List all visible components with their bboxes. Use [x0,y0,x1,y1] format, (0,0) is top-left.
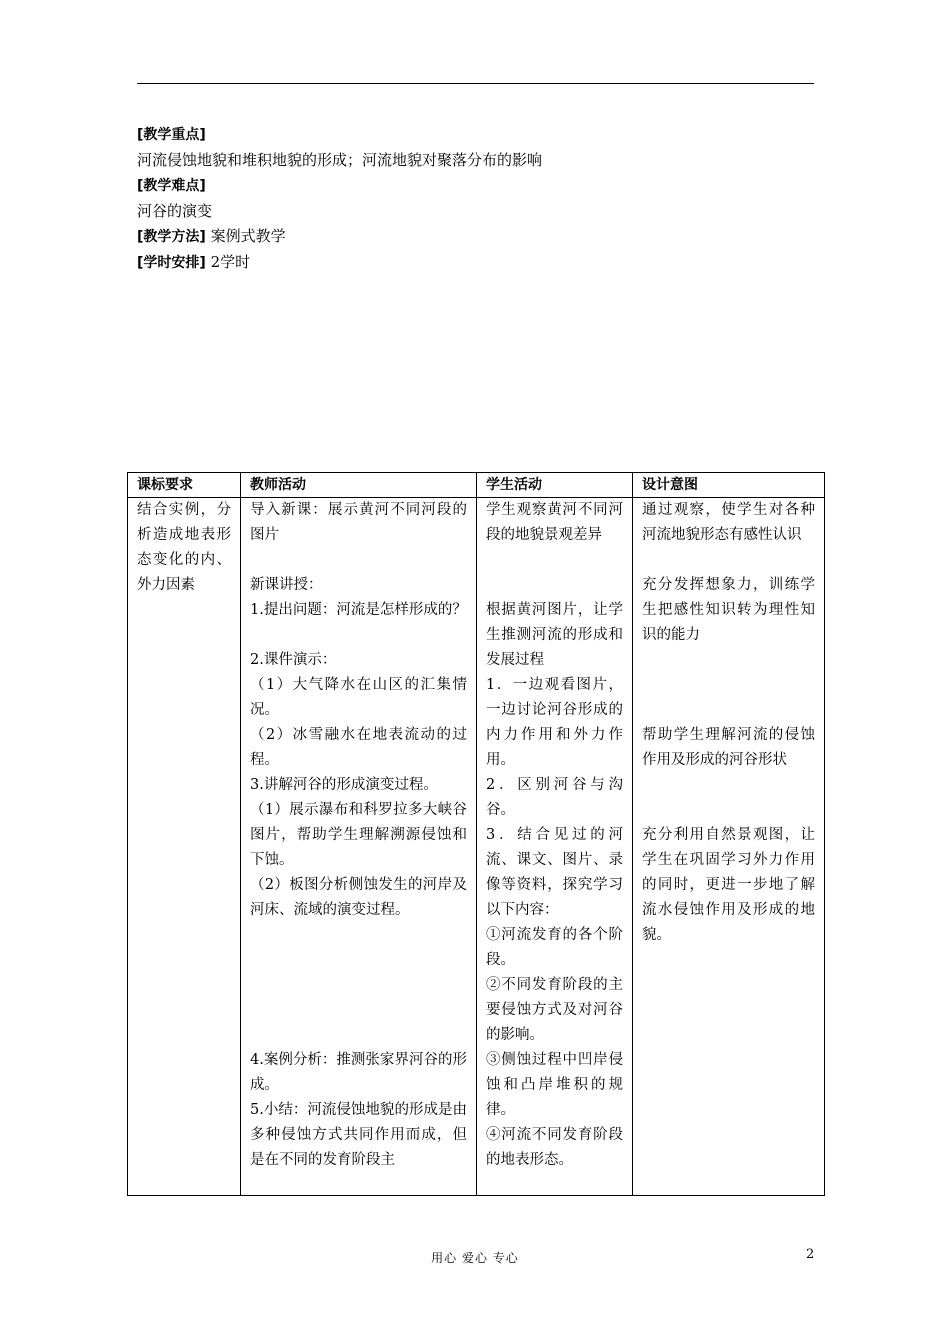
intent-p3: 帮助学生理解河流的侵蚀作用及形成的河谷形状 [642,727,815,768]
teacher-p8: （1）展示瀑布和科罗拉多大峡谷图片，帮助学生理解溯源侵蚀和下蚀。 [250,802,467,868]
design-intents [642,498,815,948]
teacher-p3: 1.提出问题：河流是怎样形成的？ [250,602,467,618]
intent-p1: 通过观察，使学生对各种河流地貌形态有感性认识 [642,502,815,543]
student-p3: 1．一边观看图片，一边讨论河谷形成的内力作用和外力作用。 [486,677,623,768]
teacher-p10: 4.案例分析：推测张家界河谷的形成。 [250,1052,467,1093]
schedule-text: 2学时 [210,252,251,271]
header-intent: 设计意图 [633,473,825,498]
student-cell [477,498,633,1196]
teacher-p6: （2）冰雪融水在地表流动的过程。 [250,727,467,768]
student-p4: 2．区别河谷与沟谷。 [486,777,623,818]
student-activities [486,498,623,1173]
schedule-line [137,250,817,276]
difficulty-heading: [教学难点] [137,178,206,194]
intent-p4: 充分利用自然景观图，让学生在巩固学习外力作用的同时，更进一步地了解流水侵蚀作用及形成的地貌。 [642,827,815,943]
student-p7: ②不同发育阶段的主要侵蚀方式及对河谷的影响。 [486,977,623,1043]
header-teacher: 教师活动 [241,473,477,498]
header-rule [137,83,814,84]
method-line [137,224,817,250]
teacher-p2: 新课讲授： [250,577,323,593]
footer-motto: 用心 爱心 专心 [431,1251,519,1265]
method-text: 案例式教学 [210,227,286,245]
teacher-p7: 3.讲解河谷的形成演变过程。 [250,777,438,793]
student-p2: 根据黄河图片，让学生推测河流的形成和发展过程 [486,602,623,668]
student-p9: ④河流不同发育阶段的地表形态。 [486,1127,623,1168]
student-p5: 3．结合见过的河流、课文、图片、录像等资料，探究学习以下内容： [486,827,623,918]
difficulty-text: 河谷的演变 [137,201,213,220]
teacher-p9: （2）板图分析侧蚀发生的河岸及河床、流域的演变过程。 [250,877,467,918]
teacher-p1: 导入新课：展示黄河不同河段的图片 [250,502,467,543]
teacher-activities [250,498,467,1173]
lesson-plan-table [127,472,825,1196]
header-student: 学生活动 [477,473,633,498]
page-number: 2 [806,1247,815,1262]
intent-p2: 充分发挥想象力，训练学生把感性知识转为理性知识的能力 [642,577,815,643]
student-p8: ③侧蚀过程中凹岸侵蚀和凸岸堆积的规律。 [486,1052,623,1118]
teacher-p11: 5.小结：河流侵蚀地貌的形成是由多种侵蚀方式共同作用而成，但是在不同的发育阶段主 [250,1102,467,1168]
teacher-cell [241,498,477,1196]
key-points-text: 河流侵蚀地貌和堆积地貌的形成；河流地貌对聚落分布的影响 [137,150,543,169]
header-curriculum: 课标要求 [128,473,241,498]
teacher-p4: 2.课件演示： [250,652,337,668]
table-row [128,498,825,1196]
curriculum-text: 结合实例，分析造成地表形态变化的内、外力因素 [137,502,231,593]
lesson-intro [137,122,817,275]
student-p6: ①河流发育的各个阶段。 [486,927,623,968]
intent-cell [633,498,825,1196]
key-points-heading: [教学重点] [137,127,206,143]
student-p1: 学生观察黄河不同河段的地貌景观差异 [486,502,623,543]
schedule-heading: [学时安排] [137,254,206,271]
teacher-p5: （1）大气降水在山区的汇集情况。 [250,677,467,718]
curriculum-cell [128,498,241,1196]
method-heading: [教学方法] [137,229,206,245]
table-header-row [128,473,825,498]
